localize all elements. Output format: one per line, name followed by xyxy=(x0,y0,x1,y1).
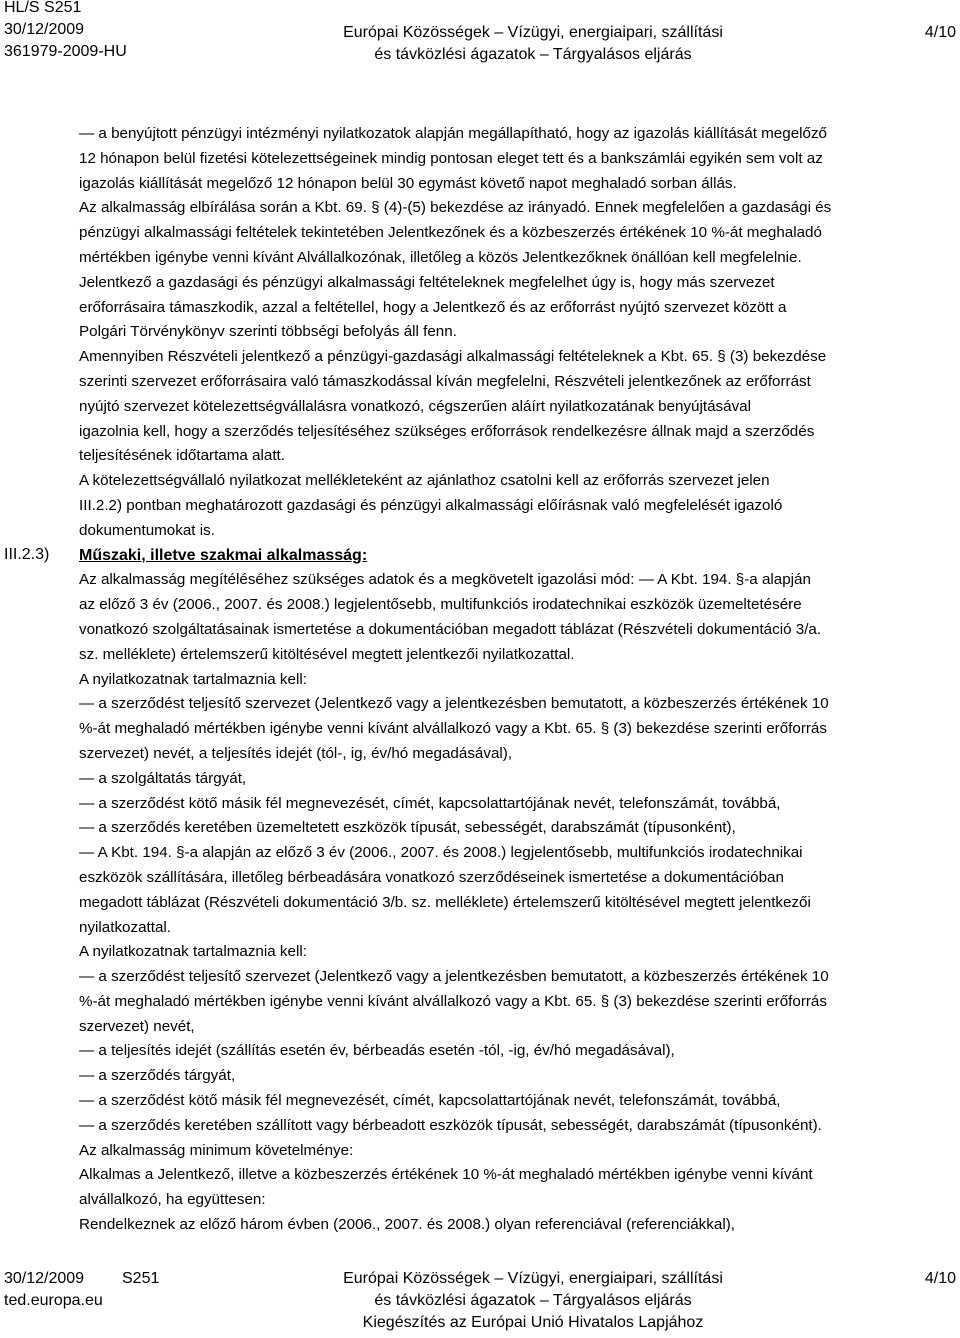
text-line: — a teljesítés idejét (szállítás esetén év, bérbeadás esetén -tól, -ig, év/hó megadásával), xyxy=(79,1042,675,1060)
text-line: %-át meghaladó mértékben igénybe venni kívánt alvállalkozó vagy a Kbt. 65. § (3) bekezdése szerinti erőforrás xyxy=(79,992,827,1010)
text-line: Alkalmas a Jelentkező, illetve a közbeszerzés értékének 10 %-át meghaladó mértékben igénybe venni kívánt xyxy=(79,1166,813,1184)
header-page-number: 4/10 xyxy=(924,24,956,41)
text-line: Jelentkező a gazdasági és pénzügyi alkalmassági feltételeknek megfelelhet úgy is, hogy más szervezet xyxy=(79,273,775,291)
text-line: — a szerződést teljesítő szervezet (Jelentkező vagy a jelentkezésben bemutatott, a közbeszerzés értékének 10 xyxy=(79,968,829,986)
text-line: igazolás kiállítását megelőző 12 hónapon belül 30 egymást követő napot meghaladó sorban állás. xyxy=(79,174,737,192)
text-line: A nyilatkozatnak tartalmaznia kell: xyxy=(79,670,307,688)
footer-site-link[interactable]: ted.europa.eu xyxy=(4,1292,103,1309)
notice-reference: 361979-2009-HU xyxy=(4,43,127,60)
paragraph-block-technical xyxy=(79,568,949,1238)
text-line: erőforrásaira támaszkodik, azzal a feltétellel, hogy a Jelentkező és az erőforrást nyújtó szervezet között a xyxy=(79,298,787,316)
text-line: igazolnia kell, hogy a szerződés teljesítéséhez szükséges erőforrások rendelkezésre állnak majd a szerződés xyxy=(79,422,815,440)
page-header xyxy=(0,0,960,76)
text-line: vonatkozó szolgáltatásainak ismertetése a dokumentációban megadott táblázat (Részvételi dokumentáció 3/a. xyxy=(79,620,822,638)
text-line: — a szerződés tárgyát, xyxy=(79,1067,236,1085)
text-line: III.2.2) pontban meghatározott gazdasági és pénzügyi alkalmassági előírásnak való megfelelését igazoló xyxy=(79,496,783,514)
text-line: eszközök szállítására, illetőleg bérbeadására vonatkozó szerződéseinek ismertetése a dokumentációban xyxy=(79,868,784,886)
text-line: — a szerződés keretében szállított vagy bérbeadott eszközök típusát, sebességét, darabszámát (típusonként). xyxy=(79,1116,822,1134)
text-line: A kötelezettségvállaló nyilatkozat mellékleteként az ajánlathoz csatolni kell az erőforrás szervezet jelen xyxy=(79,472,770,490)
paragraph-block-financial xyxy=(79,122,949,544)
text-line: — a szolgáltatás tárgyát, xyxy=(79,769,247,787)
text-line: A nyilatkozatnak tartalmaznia kell: xyxy=(79,943,307,961)
text-line: Az alkalmasság elbírálása során a Kbt. 69. § (4)-(5) bekezdése az irányadó. Ennek megfelelően a gazdasági és xyxy=(79,199,832,217)
text-line: nyújtó szervezet kötelezettségvállalásra vonatkozó, cégszerűen aláírt nyilatkozatának benyújtásával xyxy=(79,397,752,415)
header-date: 30/12/2009 xyxy=(4,21,85,38)
text-line: — a szerződést kötő másik fél megnevezését, címét, kapcsolattartójának nevét, telefonszámát, továbbá, xyxy=(79,1092,781,1110)
footer-title-line2: és távközlési ágazatok – Tárgyalásos eljárás xyxy=(374,1292,692,1309)
header-left xyxy=(4,0,127,63)
text-line: mértékben igénybe venni kívánt Alvállalkozónak, illetőleg a közös Jelentkezőknek önállóan kell megfelelnie. xyxy=(79,248,802,266)
journal-series: HL/S S251 xyxy=(4,0,82,16)
text-line: nyilatkozattal. xyxy=(79,918,172,936)
text-line: — a szerződést teljesítő szervezet (Jelentkező vagy a jelentkezésben bemutatott, a közbeszerzés értékének 10 xyxy=(79,695,829,713)
footer-page-number: 4/10 xyxy=(924,1270,956,1287)
footer-title-line3: Kiegészítés az Európai Unió Hivatalos Lapjához xyxy=(362,1314,704,1331)
document-body xyxy=(0,122,960,1238)
text-line: dokumentumokat is. xyxy=(79,521,215,539)
section-label: III.2.3) xyxy=(4,545,50,563)
text-line: — A Kbt. 194. §-a alapján az előző 3 év (2006., 2007. és 2008.) legjelentősebb, multifunkciós irodatechnikai xyxy=(79,844,803,862)
text-line: Az alkalmasság minimum követelménye: xyxy=(79,1141,354,1159)
footer-code: S251 xyxy=(122,1270,160,1287)
header-title xyxy=(318,22,748,66)
header-title-line2: és távközlési ágazatok – Tárgyalásos eljárás xyxy=(374,46,692,63)
text-line: alvállalkozó, ha együttesen: xyxy=(79,1191,266,1209)
text-line: Az alkalmasság megítéléséhez szükséges adatok és a megkövetelt igazolási mód: — A Kbt. 194. §-a alapján xyxy=(79,571,811,589)
text-line: teljesítésének időtartama alatt. xyxy=(79,447,285,465)
footer-title xyxy=(318,1268,748,1334)
footer-title-line1: Európai Közösségek – Vízügyi, energiaipari, szállítási xyxy=(343,1270,723,1287)
footer-date: 30/12/2009 xyxy=(4,1270,85,1287)
page-footer xyxy=(0,1268,960,1338)
text-line: 12 hónapon belül fizetési kötelezettségeinek mindig pontosan eleget tett és a bankszámlái egyikén sem volt az xyxy=(79,149,823,167)
text-line: %-át meghaladó mértékben igénybe venni kívánt alvállalkozó vagy a Kbt. 65. § (3) bekezdése szerinti erőforrás xyxy=(79,720,827,738)
section-heading: Műszaki, illetve szakmai alkalmasság: xyxy=(79,546,368,564)
text-line: Rendelkeznek az előző három évben (2006., 2007. és 2008.) olyan referenciával (referenciákkal), xyxy=(79,1216,735,1234)
text-line: megadott táblázat (Részvételi dokumentáció 3/b. sz. melléklete) értelemszerű kitöltésével megtett jelentkezői xyxy=(79,893,811,911)
text-line: az előző 3 év (2006., 2007. és 2008.) legjelentősebb, multifunkciós irodatechnikai eszközök üzemeltetésére xyxy=(79,596,802,614)
text-line: pénzügyi alkalmassági feltételek tekintetében Jelentkezőnek és a közbeszerzés értékének 10 %-át meghaladó xyxy=(79,224,822,242)
text-line: sz. melléklete) értelemszerű kitöltésével megtett jelentkezői nyilatkozattal. xyxy=(79,645,575,663)
text-line: Polgári Törvénykönyv szerinti többségi befolyás áll fenn. xyxy=(79,323,457,341)
text-line: Amennyiben Részvételi jelentkező a pénzügyi-gazdasági alkalmassági feltételeknek a Kbt. 65. § (3) bekezdése xyxy=(79,348,827,366)
text-line: — a szerződést kötő másik fél megnevezését, címét, kapcsolattartójának nevét, telefonszámát, továbbá, xyxy=(79,794,781,812)
text-line: szerinti szervezet erőforrásaira való támaszkodással kíván megfelelni, Részvételi jelentkezőnek az erőforrást xyxy=(79,372,811,390)
text-line: — a benyújtott pénzügyi intézményi nyilatkozatok alapján megállapítható, hogy az igazolás kiállítását megelőző xyxy=(79,125,827,142)
section-technical xyxy=(0,544,960,1238)
header-title-line1: Európai Közösségek – Vízügyi, energiaipari, szállítási xyxy=(343,24,723,41)
text-line: szervezet) nevét, a teljesítés idejét (tól-, ig, év/hó megadásával), xyxy=(79,744,513,762)
text-line: szervezet) nevét, xyxy=(79,1017,195,1035)
text-line: — a szerződés keretében üzemeltetett eszközök típusát, sebességét, darabszámát (típusonként), xyxy=(79,819,736,837)
